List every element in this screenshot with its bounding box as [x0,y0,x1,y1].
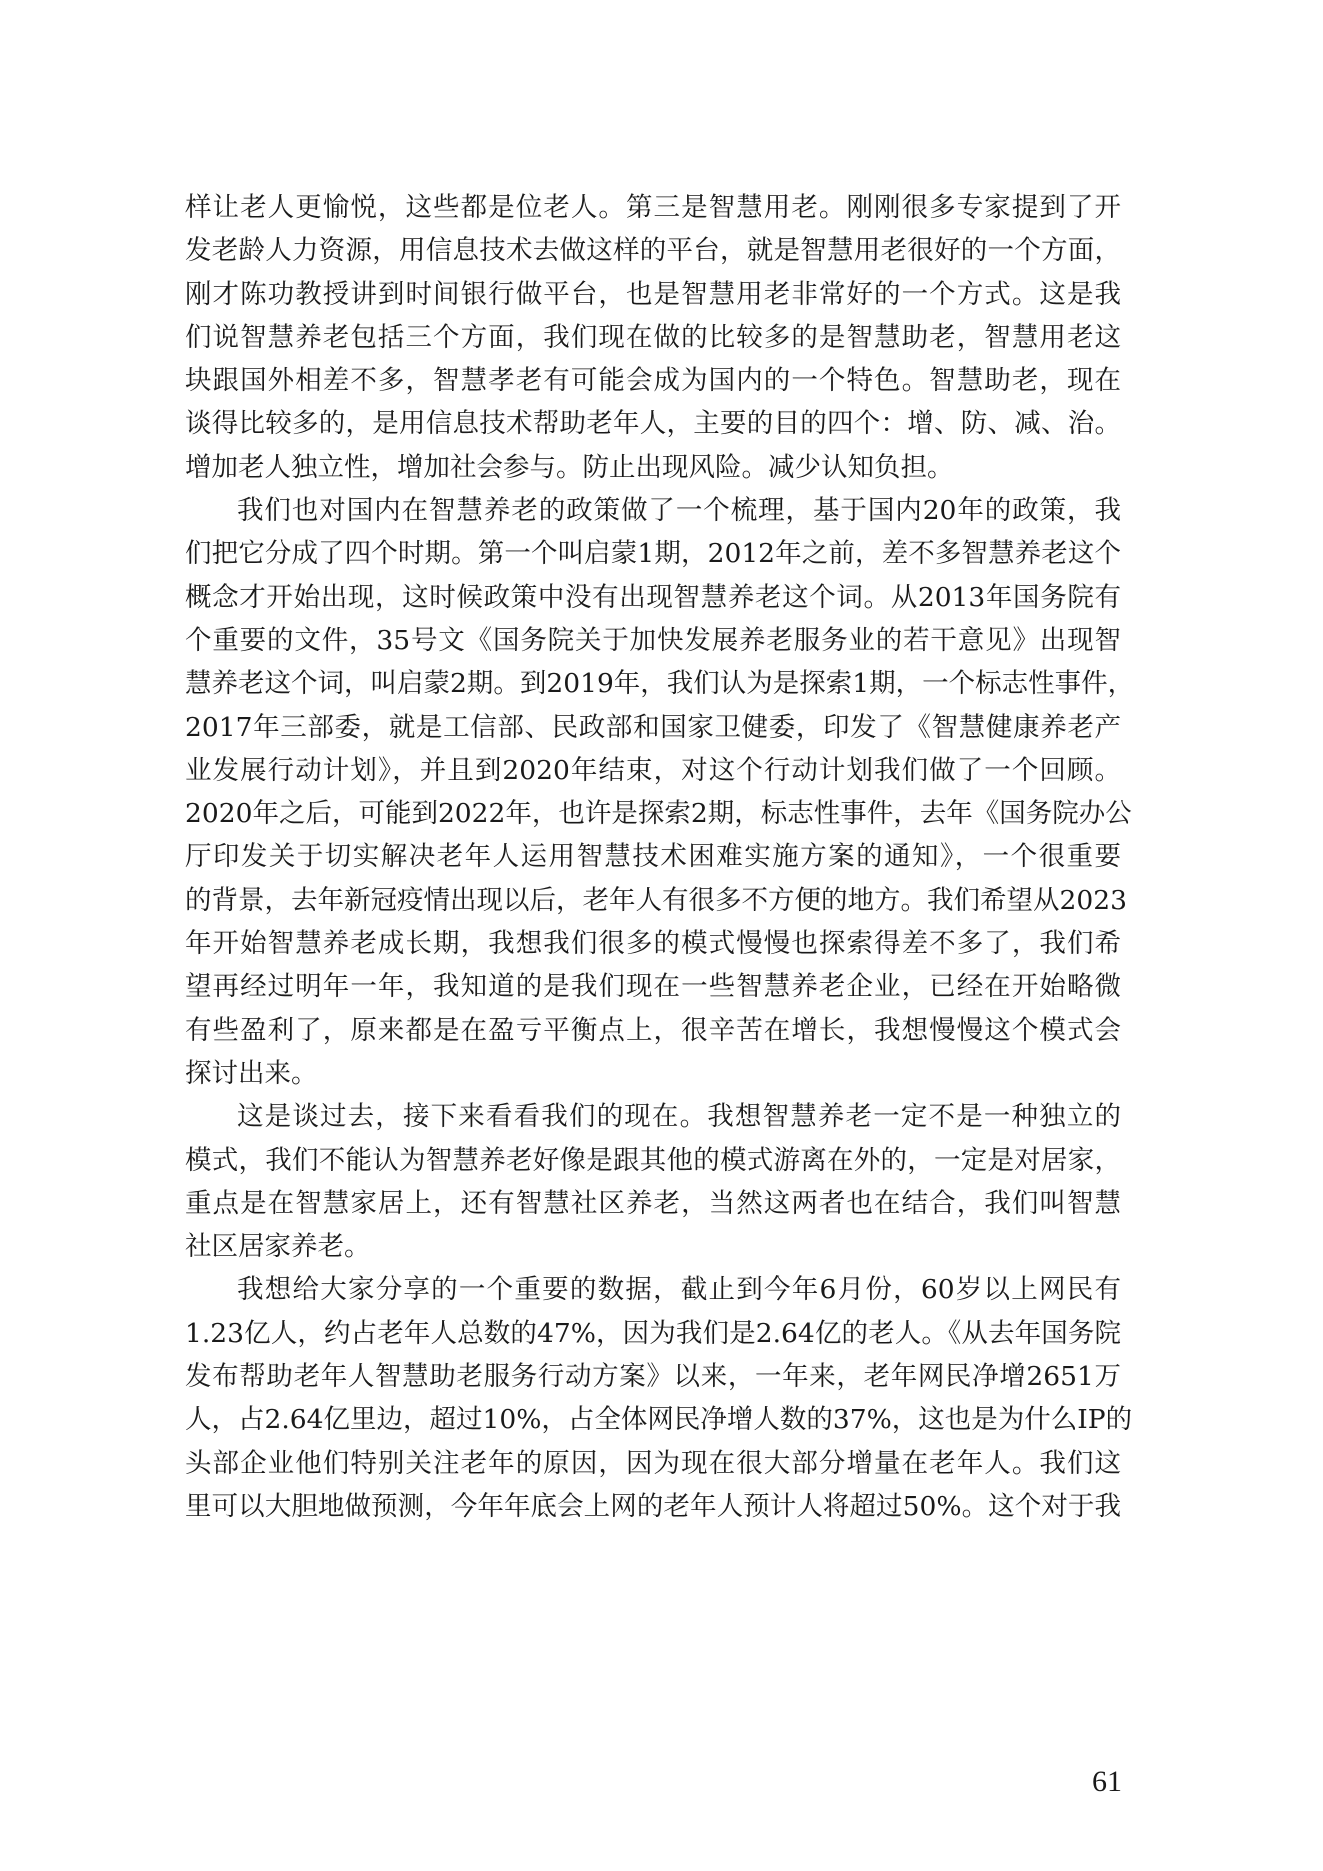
text-line: 2020年之后，可能到2022年，也许是探索2期，标志性事件，去年《国务院办公 [185,798,1132,830]
page-number: 61 [1092,1765,1122,1798]
text-line: 1.23亿人，约占老年人总数的47%，因为我们是2.64亿的老人。《从去年国务院 [185,1317,1121,1349]
text-line: 望再经过明年一年，我知道的是我们现在一些智慧养老企业，已经在开始略微 [185,971,1121,1003]
text-line: 我想给大家分享的一个重要的数据，截止到今年6月份，60岁以上网民有 [237,1274,1121,1306]
text-line: 样让老人更愉悦，这些都是位老人。第三是智慧用老。刚刚很多专家提到了开 [185,192,1121,223]
text-line: 增加老人独立性，增加社会参与。防止出现风险。减少认知负担。 [185,451,954,483]
text-line: 块跟国外相差不多，智慧孝老有可能会成为国内的一个特色。智慧助老，现在 [185,365,1121,397]
text-line: 人，占2.64亿里边，超过10%，占全体网民净增人数的37%，这也是为什么IP的 [185,1404,1133,1436]
text-line: 业发展行动计划》，并且到2020年结束，对这个行动计划我们做了一个回顾。 [185,754,1121,786]
text-line: 慧养老这个词，叫启蒙2期。到2019年，我们认为是探索1期，一个标志性事件， [185,668,1135,700]
text-line: 模式，我们不能认为智慧养老好像是跟其他的模式游离在外的，一定是对居家， [185,1144,1121,1176]
text-line: 个重要的文件，35号文《国务院关于加快发展养老服务业的若干意见》出现智 [185,624,1121,656]
text-line: 年开始智慧养老成长期，我想我们很多的模式慢慢也探索得差不多了，我们希 [185,928,1121,960]
text-line: 社区居家养老。 [185,1231,371,1263]
text-line: 头部企业他们特别关注老年的原因，因为现在很大部分增量在老年人。我们这 [185,1447,1121,1479]
text-line: 探讨出来。 [185,1057,318,1089]
body-text [185,186,1135,1528]
text-line: 我们也对国内在智慧养老的政策做了一个梳理，基于国内20年的政策，我 [237,495,1121,527]
text-line: 这是谈过去，接下来看看我们的现在。我想智慧养老一定不是一种独立的 [237,1101,1121,1133]
text-line: 发老龄人力资源，用信息技术去做这样的平台，就是智慧用老很好的一个方面， [185,235,1121,267]
text-line: 重点是在智慧家居上，还有智慧社区养老，当然这两者也在结合，我们叫智慧 [185,1187,1121,1219]
text-line: 里可以大胆地做预测，今年年底会上网的老年人预计人将超过50%。这个对于我 [185,1490,1121,1522]
text-line: 谈得比较多的，是用信息技术帮助老年人，主要的目的四个：增、防、减、治。 [185,408,1121,440]
text-line: 有些盈利了，原来都是在盈亏平衡点上，很辛苦在增长，我想慢慢这个模式会 [185,1014,1121,1046]
text-line: 的背景，去年新冠疫情出现以后，老年人有很多不方便的地方。我们希望从2023 [185,884,1127,916]
text-line: 们说智慧养老包括三个方面，我们现在做的比较多的是智慧助老，智慧用老这 [185,321,1121,353]
text-line: 厅印发关于切实解决老年人运用智慧技术困难实施方案的通知》，一个很重要 [185,841,1121,873]
text-line: 们把它分成了四个时期。第一个叫启蒙1期，2012年之前，差不多智慧养老这个 [185,538,1121,570]
text-line: 概念才开始出现，这时候政策中没有出现智慧养老这个词。从2013年国务院有 [185,581,1121,613]
text-line: 刚才陈功教授讲到时间银行做平台，也是智慧用老非常好的一个方式。这是我 [185,278,1121,310]
text-line: 2017年三部委，就是工信部、民政部和国家卫健委，印发了《智慧健康养老产 [185,711,1121,743]
text-line: 发布帮助老年人智慧助老服务行动方案》以来，一年来，老年网民净增2651万 [185,1361,1121,1393]
